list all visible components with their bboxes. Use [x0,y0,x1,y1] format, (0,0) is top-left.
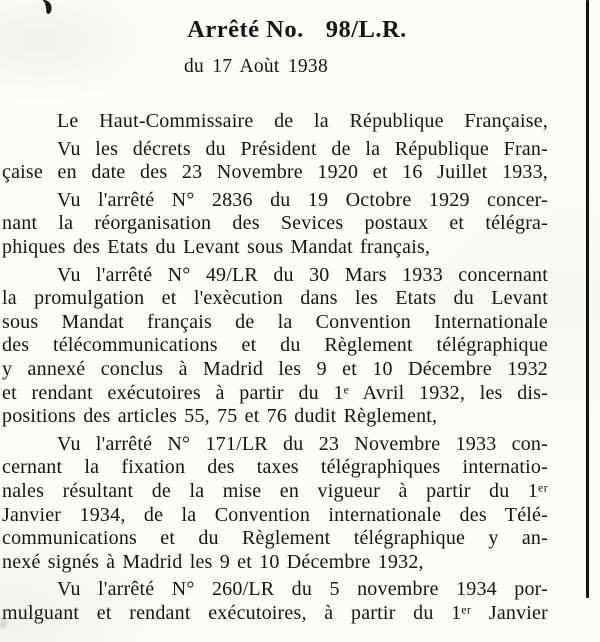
paragraph-arrete-2836 [2,189,548,260]
paragraph-arrete-260lr [2,578,548,625]
text-line: nexé signés à Madrid les 9 et 10 Décembre 1932, [2,550,424,573]
title-number: 98/L.R. [325,16,407,43]
text-line: çaise en date des 23 Novembre 1920 et 16 Juillet 1933, [2,161,548,184]
paragraph-vu-decrets [2,138,548,185]
document-date-subtitle: du 17 Aoùt 1938 [183,56,329,77]
paragraph-arrete-171lr [2,433,548,575]
text-line: y annexé conclus à Madrid les 9 et 10 Décembre 1932 [2,357,548,380]
text-line: Vu l'arrêté N° 2836 du 19 Octobre 1929 concer- [57,188,548,211]
text-line: Vu les décrets du Président de la République Fran- [57,137,548,160]
text-line: Vu l'arrêté N° 171/LR du 23 Novembre 1933 con- [57,432,548,455]
text-line: nant la réorganisation des Sevices postaux et télégra- [2,212,548,235]
page-border-rule [586,0,589,598]
text-line: sous Mandat français de la Convention Internationale [2,310,548,333]
document-body [2,110,548,625]
text-line: cernant la fixation des taxes télégraphiques internatio- [2,456,548,479]
text-line: positions des articles 55, 75 et 76 dudit Règlement, [2,405,438,428]
text-line: Vu l'arrêté N° 49/LR du 30 Mars 1933 concernant [57,263,548,286]
text-line: et rendant exécutoires à partir du 1ᵉ Avril 1932, les dis- [2,381,548,404]
ink-blot-mark [42,0,56,16]
text-line: Vu l'arrêté N° 260/LR du 5 novembre 1934 por- [57,578,548,601]
title-text: Arrêté No. [187,16,304,43]
text-line: communications et du Règlement télégraphique y an- [2,527,548,550]
document-title [0,16,594,44]
text-line: des télécommunications et du Règlement télégraphique [2,334,548,357]
text-line: Janvier 1934, de la Convention internationale des Télé- [2,503,548,526]
text-line: nales résultant de la mise en vigueur à partir du 1ᵉʳ [2,479,548,502]
text-line: la promulgation et l'exècution dans les Etats du Levant [2,287,548,310]
text-line: mulguant et rendant exécutoires, à partir du 1ᵉʳ Janvier [2,601,548,624]
text-line: Le Haut-Commissaire de la République Française, [57,110,548,132]
paragraph-preamble [2,110,548,134]
text-line: phiques des Etats du Levant sous Mandat français, [2,235,431,258]
paragraph-arrete-49lr [2,264,548,429]
